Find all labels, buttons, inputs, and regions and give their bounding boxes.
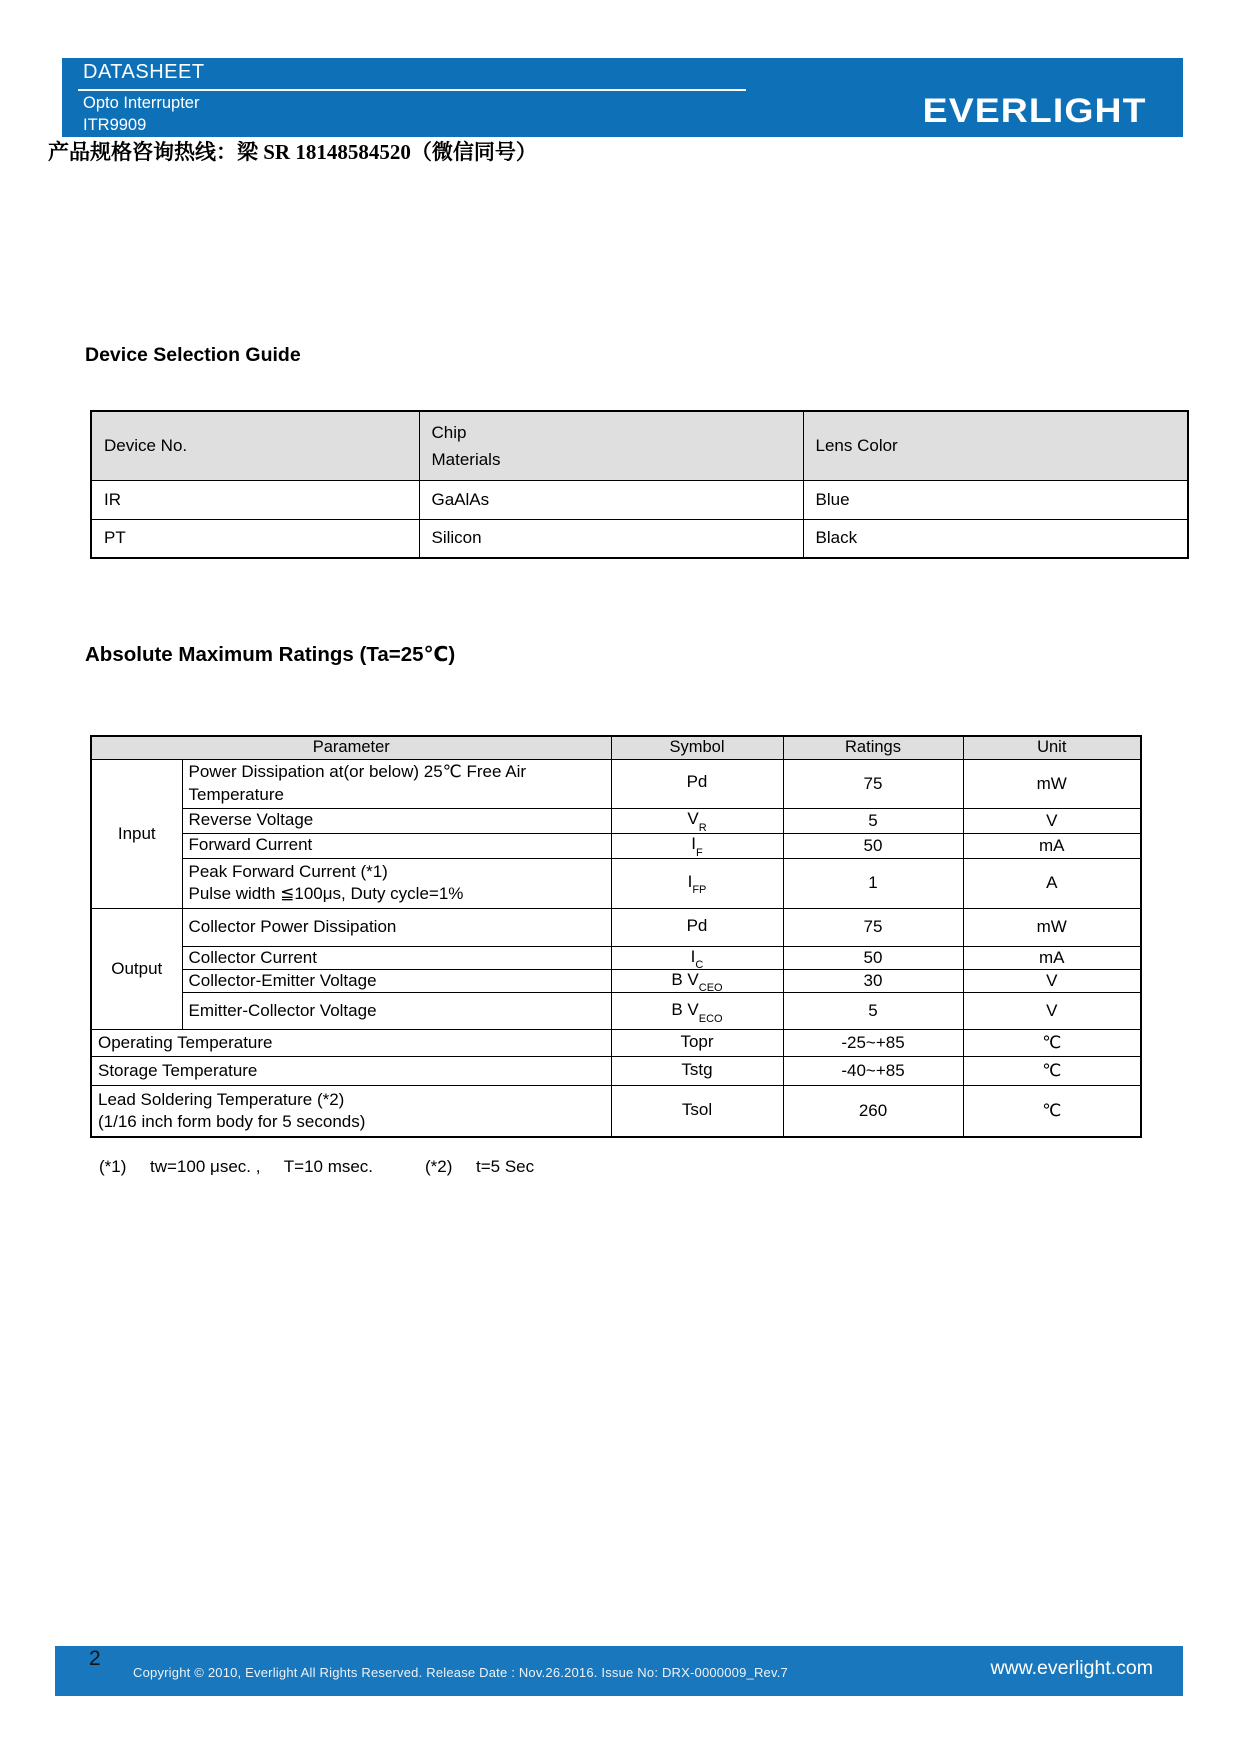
param-line: Lead Soldering Temperature (*2) — [98, 1089, 345, 1109]
unit-cell: V — [963, 808, 1141, 833]
page-number: 2 — [89, 1647, 101, 1670]
col-ratings: Ratings — [783, 736, 963, 759]
param-line: Pulse width ≦100μs, Duty cycle=1% — [188, 884, 464, 903]
param-line: Emitter-Collector Voltage — [188, 1001, 377, 1021]
symbol-sub: R — [698, 821, 707, 833]
ratings-header-row — [91, 736, 1141, 759]
symbol-sub: C — [695, 958, 704, 970]
symbol-cell — [611, 833, 783, 858]
symbol-cell — [611, 1057, 783, 1086]
parameter-cell — [91, 1030, 611, 1057]
contact-hotline: 产品规格咨询热线：梁 SR 18148584520（微信同号） — [48, 140, 537, 164]
group-input-label: Input — [91, 759, 182, 908]
symbol-base: Tsol — [681, 1099, 713, 1119]
unit-cell: mA — [963, 833, 1141, 858]
chip-label-line2: Materials — [431, 449, 501, 469]
table-row — [91, 519, 1188, 558]
symbol-base: Pd — [686, 915, 708, 935]
symbol-cell — [611, 858, 783, 908]
table-row — [91, 1057, 1141, 1086]
unit-cell: ℃ — [963, 1057, 1141, 1086]
rating-cell: 75 — [783, 759, 963, 808]
ratings-title: Absolute Maximum Ratings (Ta=25℃) — [85, 643, 456, 666]
col-symbol: Symbol — [611, 736, 783, 759]
symbol-cell — [611, 969, 783, 992]
unit-cell: ℃ — [963, 1030, 1141, 1057]
symbol-base: I — [687, 871, 693, 891]
device-no-cell: IR — [91, 480, 419, 519]
symbol-base: B V — [671, 969, 699, 989]
product-name: Opto Interrupter — [83, 94, 200, 112]
parameter-cell — [91, 1057, 611, 1086]
param-line: Storage Temperature — [98, 1061, 258, 1081]
parameter-cell — [182, 833, 611, 858]
parameter-cell — [182, 908, 611, 946]
symbol-cell — [611, 808, 783, 833]
parameter-cell — [182, 946, 611, 969]
footer-bar — [55, 1646, 1183, 1696]
param-line: Power Dissipation at(or below) 25℃ Free Air — [188, 762, 527, 782]
table-row — [91, 1030, 1141, 1057]
symbol-cell — [611, 1030, 783, 1057]
brand-logo: EVERLIGHT — [923, 92, 1147, 130]
chip-material-cell: Silicon — [419, 519, 803, 558]
table-row — [91, 759, 1141, 808]
param-line: Forward Current — [188, 835, 313, 855]
symbol-sub: ECO — [698, 1012, 723, 1025]
lens-color-cell: Black — [803, 519, 1188, 558]
device-col-lens-color: Lens Color — [803, 411, 1188, 480]
table-row — [91, 808, 1141, 833]
group-output-label: Output — [91, 908, 182, 1030]
parameter-cell — [182, 858, 611, 908]
device-selection-table — [90, 410, 1189, 559]
rating-cell: 1 — [783, 858, 963, 908]
col-parameter: Parameter — [91, 736, 611, 759]
col-unit: Unit — [963, 736, 1141, 759]
param-line: Reverse Voltage — [188, 810, 314, 830]
device-col-device-no: Device No. — [91, 411, 419, 480]
rating-cell: 5 — [783, 808, 963, 833]
copyright-text: Copyright © 2010, Everlight All Rights Reserved. Release Date : Nov.26.2016. Issue No: DRX-0000009_Rev.7 — [133, 1665, 788, 1680]
param-line: Temperature — [188, 784, 284, 804]
footnote: (*1) tw=100 μsec. , T=10 msec. (*2) t=5 Sec — [99, 1157, 535, 1176]
parameter-cell — [91, 1086, 611, 1137]
table-row — [91, 480, 1188, 519]
rating-cell: 260 — [783, 1086, 963, 1137]
table-row — [91, 969, 1141, 992]
header-bar — [62, 58, 1183, 137]
param-line: (1/16 inch form body for 5 seconds) — [98, 1112, 366, 1132]
param-line: Peak Forward Current (*1) — [188, 861, 388, 881]
symbol-cell — [611, 1086, 783, 1137]
rating-cell: 30 — [783, 969, 963, 992]
param-line: Collector-Emitter Voltage — [188, 970, 377, 990]
parameter-cell — [182, 993, 611, 1030]
symbol-sub: F — [696, 846, 703, 858]
lens-color-cell: Blue — [803, 480, 1188, 519]
doc-type-underline — [78, 89, 746, 91]
unit-cell: mW — [963, 908, 1141, 946]
symbol-base: I — [691, 834, 696, 854]
parameter-cell — [182, 969, 611, 992]
table-row — [91, 1086, 1141, 1137]
table-row — [91, 833, 1141, 858]
unit-cell: ℃ — [963, 1086, 1141, 1137]
unit-cell: mW — [963, 759, 1141, 808]
device-col-chip-materials — [419, 411, 803, 480]
device-table-header-row — [91, 411, 1188, 480]
table-row — [91, 946, 1141, 969]
table-row — [91, 908, 1141, 946]
ratings-table — [90, 735, 1142, 1138]
symbol-base: B V — [671, 1000, 699, 1020]
param-line: Operating Temperature — [98, 1033, 273, 1053]
chip-material-cell: GaAlAs — [419, 480, 803, 519]
symbol-base: I — [690, 946, 696, 966]
unit-cell: mA — [963, 946, 1141, 969]
rating-cell: -25~+85 — [783, 1030, 963, 1057]
symbol-base: Tstg — [681, 1060, 713, 1080]
symbol-cell — [611, 908, 783, 946]
doc-type-label: DATASHEET — [83, 61, 205, 83]
device-guide-title: Device Selection Guide — [85, 344, 301, 366]
symbol-cell — [611, 946, 783, 969]
rating-cell: 50 — [783, 946, 963, 969]
symbol-cell — [611, 759, 783, 808]
table-row — [91, 858, 1141, 908]
website-text: www.everlight.com — [990, 1657, 1153, 1679]
parameter-cell — [182, 759, 611, 808]
rating-cell: 5 — [783, 993, 963, 1030]
unit-cell: V — [963, 969, 1141, 992]
symbol-base: Topr — [680, 1032, 714, 1052]
symbol-base: Pd — [686, 772, 708, 792]
symbol-base: V — [687, 809, 699, 829]
rating-cell: -40~+85 — [783, 1057, 963, 1086]
unit-cell: V — [963, 993, 1141, 1030]
parameter-cell — [182, 808, 611, 833]
rating-cell: 50 — [783, 833, 963, 858]
param-line: Collector Current — [188, 947, 317, 967]
symbol-cell — [611, 993, 783, 1030]
rating-cell: 75 — [783, 908, 963, 946]
chip-label-line1: Chip — [431, 422, 467, 442]
device-no-cell: PT — [91, 519, 419, 558]
unit-cell: A — [963, 858, 1141, 908]
symbol-sub: FP — [692, 884, 707, 897]
symbol-sub: CEO — [698, 982, 723, 993]
table-row — [91, 993, 1141, 1030]
param-line: Collector Power Dissipation — [188, 916, 397, 936]
part-number: ITR9909 — [83, 116, 147, 134]
